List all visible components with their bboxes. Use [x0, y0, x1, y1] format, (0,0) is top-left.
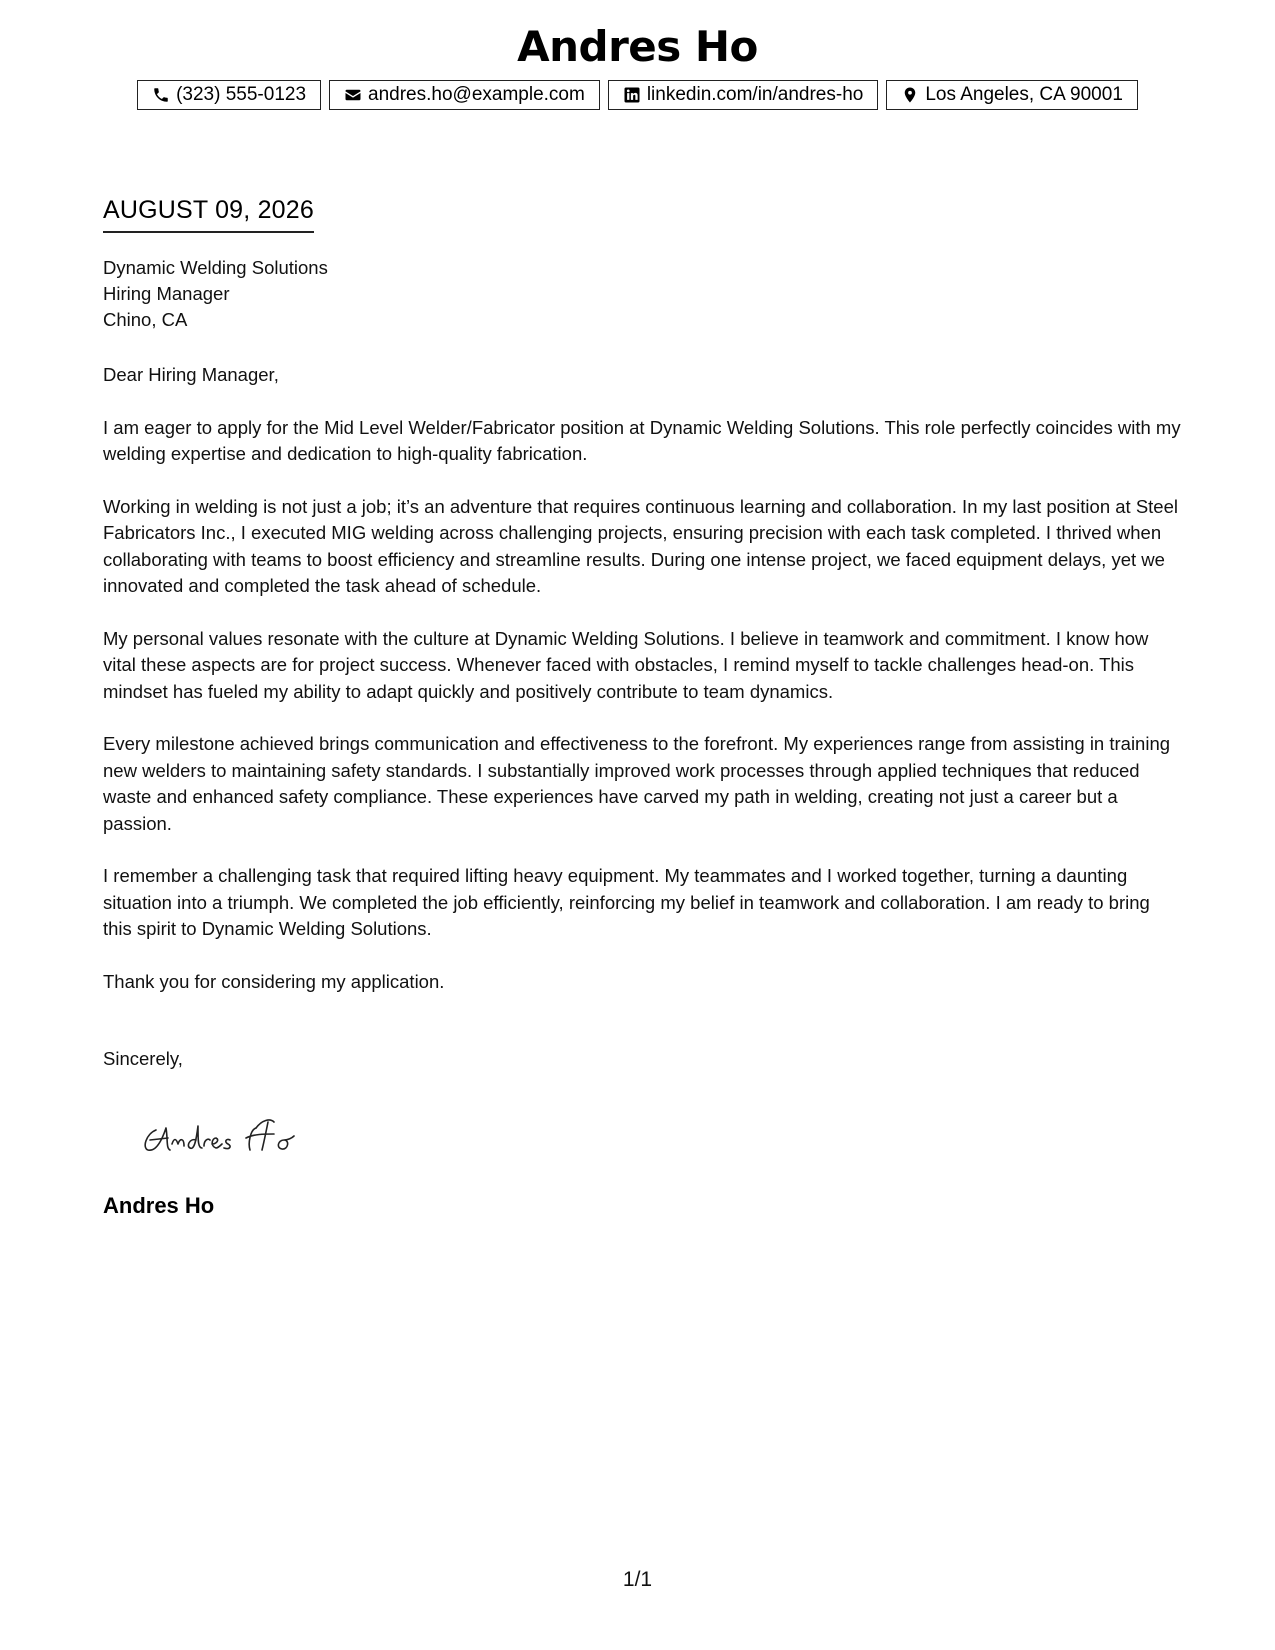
paragraph: I remember a challenging task that required lifting heavy equipment. My teammates and I worked together, turning a daunting situation into a triumph. We completed the job efficiently, reinforcing my belief in teamwork and collaboration. I am ready to bring this spirit to Dynamic Welding Solutions. — [103, 865, 1150, 939]
paragraph: I am eager to apply for the Mid Level Welder/Fabricator position at Dynamic Welding Solutions. This role perfectly coincides with my welding expertise and dedication to high-quality fabrication. — [103, 416, 1181, 464]
map-marker-icon — [901, 86, 919, 104]
page-indicator: 1/1 — [622, 1568, 653, 1591]
applicant-name: Andres Ho — [517, 22, 758, 71]
paragraph: My personal values resonate with the culture at Dynamic Welding Solutions. I believe in teamwork and commitment. I know how vital these aspects are for project success. Whenever faced with obstacles, I remind myself to tackle challenges head-on. This mindset has fueled my ability to adapt quickly and positively contribute to team dynamics. — [103, 627, 1149, 702]
closing: Sincerely, — [103, 1048, 183, 1069]
contact-bar — [0, 80, 1275, 110]
letter-body — [103, 362, 1183, 1021]
contact-linkedin[interactable] — [608, 80, 879, 110]
location-text: Los Angeles, CA 90001 — [925, 84, 1123, 105]
recipient-location: Chino, CA — [103, 309, 188, 330]
signature-image — [138, 1100, 338, 1160]
paragraph: Working in welding is not just a job; it’s an adventure that requires continuous learning and collaboration. In my last position at Steel Fabricators Inc., I executed MIG welding across challenging projects, ensuring precision with each task completed. I thrived when collaborating with teams to boost efficiency and streamline results. During one intense project, we faced equipment delays, yet we innovated and completed the task ahead of schedule. — [103, 495, 1178, 596]
phone-text: (323) 555-0123 — [176, 84, 307, 105]
signer-name: Andres Ho — [103, 1193, 215, 1218]
linkedin-text: linkedin.com/in/andres-ho — [646, 84, 864, 105]
envelope-icon — [344, 86, 362, 104]
contact-email[interactable] — [329, 80, 600, 110]
linkedin-icon — [623, 86, 641, 104]
paragraph: Every milestone achieved brings communication and effectiveness to the forefront. My experiences range from assisting in training new welders to maintaining safety standards. I substantially improved work processes through applied techniques that reduced waste and enhanced safety compliance. These experiences have carved my path in welding, creating not just a career but a passion. — [103, 733, 1171, 834]
phone-icon — [152, 86, 170, 104]
email-text: andres.ho@example.com — [368, 84, 585, 105]
paragraph: Thank you for considering my application. — [103, 970, 445, 992]
recipient-title: Hiring Manager — [103, 283, 230, 304]
recipient-company: Dynamic Welding Solutions — [103, 257, 328, 278]
recipient-block — [103, 255, 328, 333]
salutation: Dear Hiring Manager, — [103, 364, 279, 385]
contact-phone[interactable] — [137, 80, 321, 110]
contact-location[interactable] — [886, 80, 1138, 110]
letter-date: AUGUST 09, 2026 — [103, 196, 314, 233]
